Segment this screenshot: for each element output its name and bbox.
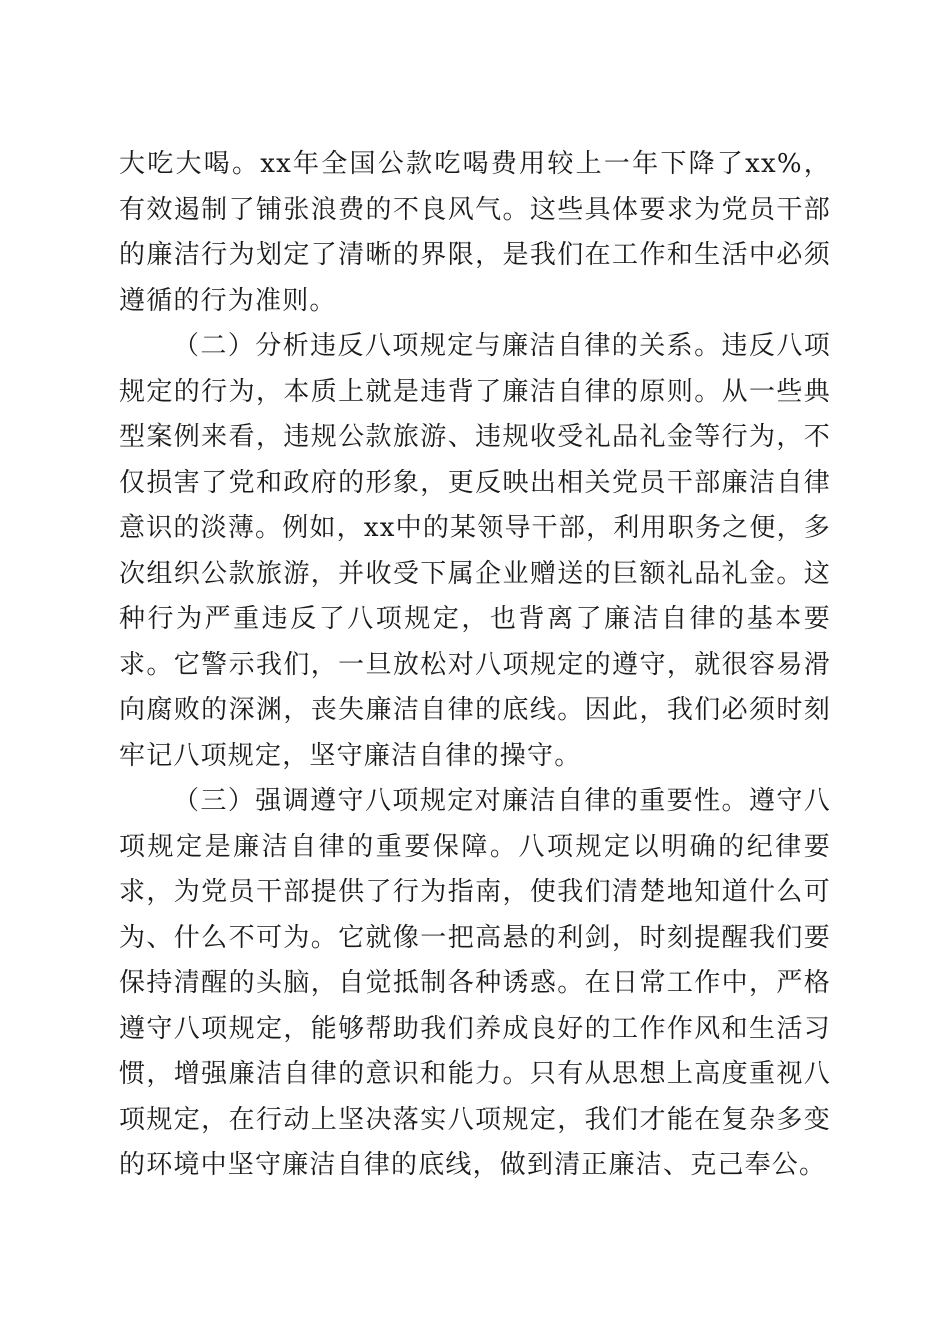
paragraph-text: 遵守八项规定是廉洁自律的重要保障。八项规定以明确的纪律要求，为党员干部提供了行为指南，使我们清楚地知道什么可为、什么不可为。它就像一把高悬的利剑，时刻提醒我们要保持清醒的头脑，自觉抵制各种诱惑。在日常工作中，严格遵守八项规定，能够帮助我们养成良好的工作作风和生活习惯，增强廉洁自律的意识和能力。只有从思想上高度重视八项规定，在行动上坚决落实八项规定，我们才能在复杂多变的环境中坚守廉洁自律的底线，做到清正廉洁、克己奉公。: [119, 786, 831, 1180]
paragraph-text: 大吃大喝。xx年全国公款吃喝费用较上一年下降了xx%，有效遏制了铺张浪费的不良风气。这些具体要求为党员干部的廉洁行为划定了清晰的界限，是我们在工作和生活中必须遵循的行为准则。: [119, 149, 831, 316]
paragraph-text: 违反八项规定的行为，本质上就是违背了廉洁自律的原则。从一些典型案例来看，违规公款旅游、违规收受礼品礼金等行为，不仅损害了党和政府的形象，更反映出相关党员干部廉洁自律意识的淡薄。例如，xx中的某领导干部，利用职务之便，多次组织公款旅游，并收受下属企业赠送的巨额礼品礼金。这种行为严重违反了八项规定，也背离了廉洁自律的基本要求。它警示我们，一旦放松对八项规定的遵守，就很容易滑向腐败的深渊，丧失廉洁自律的底线。因此，我们必须时刻牢记八项规定，坚守廉洁自律的操守。: [119, 331, 831, 771]
paragraph-section-3: [119, 779, 831, 1189]
section-heading: （二）分析违反八项规定与廉洁自律的关系。: [173, 331, 722, 361]
document-body: [119, 142, 831, 1189]
section-heading: （三）强调遵守八项规定对廉洁自律的重要性。: [173, 786, 749, 816]
paragraph-continuation: [119, 142, 831, 324]
paragraph-section-2: [119, 324, 831, 779]
